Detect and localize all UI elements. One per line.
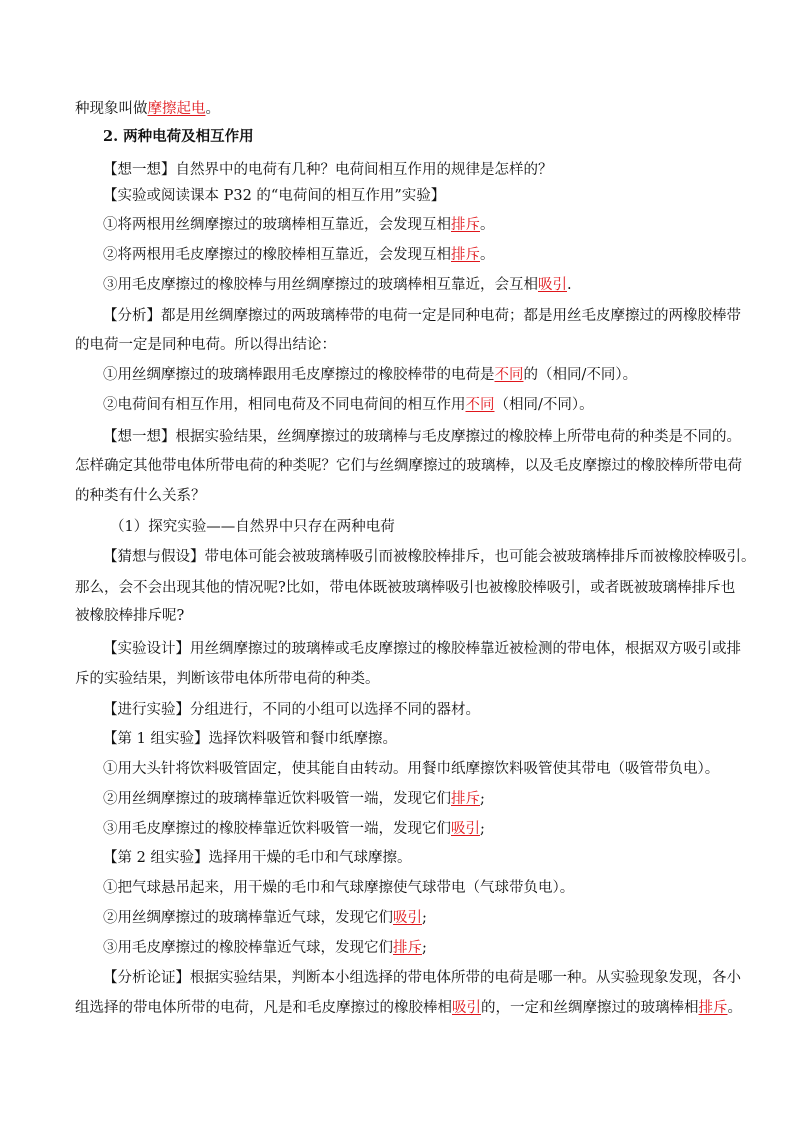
- text-segment: 的，一定和丝绸摩擦过的玻璃棒相: [481, 1000, 699, 1016]
- text-segment: ③用毛皮摩擦过的橡胶棒与用丝绸摩擦过的玻璃棒相互靠近，会互相: [103, 277, 538, 293]
- list-item: [103, 395, 763, 415]
- text-segment: 被橡胶棒排斥呢?: [75, 608, 185, 624]
- text-segment: 【第 2 组实验】选择用干燥的毛巾和气球摩擦。: [103, 850, 412, 866]
- answer-text: 不同: [465, 397, 495, 413]
- answer-text: 排斥: [698, 1000, 728, 1016]
- list-item: [103, 938, 763, 958]
- text-segment: 怎样确定其他带电体所带电荷的种类呢？它们与丝绸摩擦过的玻璃棒，以及毛皮摩擦过的橡胶棒所带电荷: [75, 458, 742, 474]
- text-segment: 的种类有什么关系？: [75, 488, 206, 504]
- text-segment: ;: [422, 910, 427, 926]
- text-line: [75, 606, 735, 626]
- text-segment: ③用毛皮摩擦过的橡胶棒靠近气球，发现它们: [103, 940, 393, 956]
- text-line: [75, 486, 735, 506]
- text-segment: ;: [480, 821, 485, 837]
- text-line: [103, 700, 763, 720]
- answer-text: 排斥: [451, 217, 480, 233]
- text-segment: 【分析论证】根据实验结果，判断本小组选择的带电体所带的电荷是哪一种。从实验现象发现，各小: [103, 970, 741, 986]
- text-line: [103, 729, 763, 749]
- text-segment: 的（相同/不同）。: [523, 367, 638, 383]
- text-segment: 【第 1 组实验】选择饮料吸管和餐巾纸摩擦。: [103, 731, 397, 747]
- text-segment: （相同/不同）。: [494, 397, 594, 413]
- section-heading: [103, 127, 763, 147]
- answer-text: 吸引: [393, 910, 422, 926]
- text-segment: 【实验或阅读课本 P32 的“电荷间的相互作用”实验】: [103, 188, 446, 204]
- answer-text: 排斥: [393, 940, 422, 956]
- text-segment: 。: [480, 247, 495, 263]
- list-item: [103, 275, 763, 295]
- text-segment: ②电荷间有相互作用，相同电荷及不同电荷间的相互作用: [103, 397, 466, 413]
- text-segment: 【分析】都是用丝绸摩擦过的两玻璃棒带的电荷一定是同种电荷；都是用丝毛皮摩擦过的两橡胶棒带: [103, 308, 741, 324]
- text-segment: 【猜想与假设】带电体可能会被玻璃棒吸引而被橡胶棒排斥，也可能会被玻璃棒排斥而被橡胶棒吸引。: [103, 549, 756, 565]
- text-line: [103, 186, 763, 206]
- list-item: [103, 819, 763, 839]
- text-line: [75, 669, 735, 689]
- text-line: [103, 968, 763, 988]
- text-segment: ;: [480, 791, 485, 807]
- text-segment: 。: [727, 1000, 742, 1016]
- subsection-heading: [110, 517, 770, 537]
- text-segment: ②用丝绸摩擦过的玻璃棒靠近饮料吸管一端，发现它们: [103, 791, 451, 807]
- text-segment: 组选择的带电体所带的电荷，凡是和毛皮摩擦过的橡胶棒相: [75, 1000, 452, 1016]
- text-segment: 【想一想】根据实验结果，丝绸摩擦过的玻璃棒与毛皮摩擦过的橡胶棒上所带电荷的种类是不同的。: [103, 429, 741, 445]
- text-line: [75, 456, 742, 476]
- text-line: [75, 99, 735, 119]
- text-segment: ①用丝绸摩擦过的玻璃棒跟用毛皮摩擦过的橡胶棒带的电荷是: [103, 367, 495, 383]
- text-line: [103, 639, 763, 659]
- text-segment: ③用毛皮摩擦过的橡胶棒靠近饮料吸管一端，发现它们: [103, 821, 451, 837]
- text-segment: 的电荷一定是同种电荷。所以得出结论：: [75, 337, 336, 353]
- list-item: [103, 908, 763, 928]
- text-segment: 【进行实验】分组进行，不同的小组可以选择不同的器材。: [103, 702, 480, 718]
- list-item: [103, 215, 763, 235]
- list-item: [103, 245, 763, 265]
- answer-text: 吸引: [451, 821, 480, 837]
- text-segment: ①用大头针将饮料吸管固定，使其能自由转动。用餐巾纸摩擦饮料吸管使其带电（吸管带负电）。: [103, 761, 720, 777]
- text-segment: （1）探究实验——自然界中只存在两种电荷: [110, 519, 395, 535]
- list-item: [103, 789, 763, 809]
- text-segment: .: [567, 277, 572, 293]
- text-segment: ①把气球悬吊起来，用干燥的毛巾和气球摩擦使气球带电（气球带负电）。: [103, 880, 575, 896]
- text-segment: 【想一想】自然界中的电荷有几种？电荷间相互作用的规律是怎样的？: [103, 162, 553, 178]
- text-line: [75, 335, 735, 355]
- text-segment: 。: [480, 217, 495, 233]
- list-item: [103, 878, 763, 898]
- text-segment: ②将两根用毛皮摩擦过的橡胶棒相互靠近，会发现互相: [103, 247, 451, 263]
- answer-text: 吸引: [452, 1000, 481, 1016]
- answer-text: 不同: [494, 367, 524, 383]
- text-line: [75, 578, 735, 598]
- text-segment: 那么，会不会出现其他的情况呢?比如，带电体既被玻璃棒吸引也被橡胶棒吸引，或者既被玻璃棒排斥也: [75, 580, 736, 596]
- text-line: [103, 306, 763, 326]
- text-line: [103, 848, 763, 868]
- text-line: [103, 427, 763, 447]
- text-segment: 。: [205, 101, 220, 117]
- text-line: [103, 547, 763, 567]
- answer-text: 摩擦起电: [147, 101, 206, 117]
- text-segment: ②用丝绸摩擦过的玻璃棒靠近气球，发现它们: [103, 910, 393, 926]
- text-segment: ①将两根用丝绸摩擦过的玻璃棒相互靠近，会发现互相: [103, 217, 451, 233]
- text-segment: 2. 两种电荷及相互作用: [103, 128, 254, 145]
- list-item: [103, 759, 763, 779]
- text-segment: 种现象叫做: [75, 101, 148, 117]
- text-line: [103, 160, 763, 180]
- text-segment: 【实验设计】用丝绸摩擦过的玻璃棒或毛皮摩擦过的橡胶棒靠近被检测的带电体，根据双方吸引或排: [103, 641, 741, 657]
- text-line: [75, 998, 742, 1018]
- text-segment: 斥的实验结果，判断该带电体所带电荷的种类。: [75, 671, 380, 687]
- answer-text: 排斥: [451, 791, 480, 807]
- list-item: [103, 365, 763, 385]
- answer-text: 排斥: [451, 247, 480, 263]
- text-segment: ;: [422, 940, 427, 956]
- answer-text: 吸引: [538, 277, 567, 293]
